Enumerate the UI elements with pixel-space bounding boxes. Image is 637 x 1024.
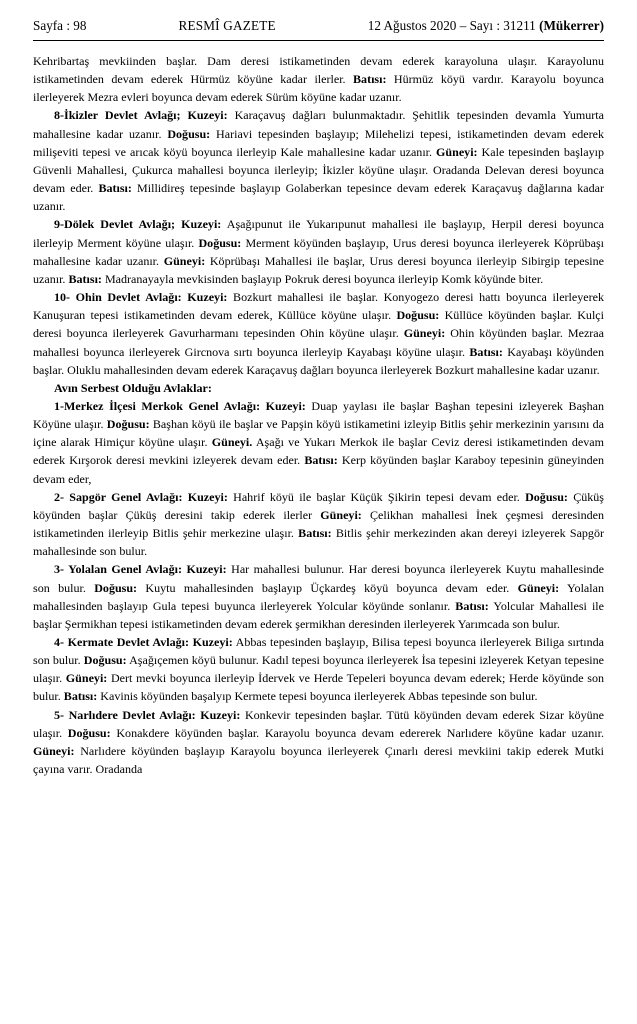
text-run: Millidireş tepesinde başlayıp Golaberkan tepesince devam ederek Karaçavuş dağlarına kadar uzanır. [33, 181, 604, 214]
text-run: Çüküş köyünden başlar Çüküş deresini takip ederek ilerler [33, 489, 604, 522]
text-run: Kavinis köyünden başalyıp Kermete tepesi boyunca ilerleyerek Abbas tepesinde son bulur. [97, 689, 538, 704]
bold-label: 5- Narlıdere Devlet Avlağı: Kuzeyi: [54, 707, 241, 722]
bold-label: Batısı: [63, 689, 98, 704]
text-run: Merment köyünden başlayıp, Urus deresi boyunca ilerleyerek Köprübaşı mahallesine kadar uzanır. [33, 235, 605, 268]
text-run: Konakdere köyünden başlar. Karayolu boyunca devam edererek Narlıdere köyüne kadar uzanır. [110, 725, 604, 740]
bold-label: 3- Yolalan Genel Avlağı: Kuzeyi: [54, 562, 227, 577]
paragraph [33, 560, 604, 633]
bold-label: Batısı: [469, 344, 503, 359]
text-run: Ohin köyünden başlar. Mezraa mahallesi boyunca ilerleyerek Gircnova sırtı boyunca ilerleyip Kayabaşı köyüne ulaşır. [33, 326, 605, 359]
section-heading [33, 379, 604, 397]
issue-extra: (Mükerrer) [539, 18, 604, 33]
text-run: Bozkurt mahallesi ile başlar. Konyogezo deresi hattı boyunca ilerleyerek Kanuşuran tepesi istikametinden devam ederek, Küllüce köyüne ulaşır. [33, 290, 605, 323]
page-header [33, 18, 604, 41]
paragraph [33, 106, 604, 215]
text-run: Har mahallesi bulunur. Har deresi boyunca ilerleyerek Kuytu mahallesinde son bulur. [33, 562, 604, 595]
bold-label: 2- Sapgör Genel Avlağı: Kuzeyi: [54, 489, 228, 504]
paragraph [33, 706, 604, 779]
bold-label: Batısı: [68, 271, 102, 286]
text-run: Konkevir tepesinden başlar. Tütü köyünden devam ederek Sizar köyüne ulaşır. [33, 707, 604, 740]
bold-label: Güneyi: [436, 144, 478, 159]
bold-label: 4- Kermate Devlet Avlağı: Kuzeyi: [54, 635, 233, 649]
text-run: Aşağıçemen köyü bulunur. Kadıl tepesi boyunca ilerleyerek İsa tepesini izleyerek Ketyan tepesine ulaşır. [33, 653, 604, 686]
bold-label: Batısı: [298, 526, 332, 541]
text-run: Kehribartaş mevkiinden başlar. Dam deresi istikametinden devam ederek karayoluna ulaşır. Karayolunu istikametinden devam ederek Hürmüz köyüne kadar ilerler. [33, 54, 604, 87]
paragraph [33, 633, 604, 706]
bold-label: Güneyi: [163, 253, 206, 268]
bold-label: Batısı: [455, 598, 489, 613]
bold-label: Güneyi: [65, 671, 108, 686]
bold-label: Güneyi: [320, 507, 362, 522]
bold-label: Doğusu: [83, 653, 127, 668]
text-run: Başhan köyü ile başlar ve Papşin köyü istikametini izleyip Bitlis şehir merkezinin yarısını da içine alarak Himiçur köyüne ulaşır. [33, 417, 604, 450]
gazette-title: RESMÎ GAZETE [178, 18, 276, 33]
text-run: Kayabaşı köyünden başlar. Oluklu mahallesinden devam ederek Karaçavuş dağları boyunca ilerleyerek Bozkurt mahallesine kadar uzanır. [33, 344, 604, 377]
bold-label: 10- Ohin Devlet Avlağı: Kuzeyi: [54, 290, 228, 305]
text-run: Çelikhan mahallesi İnek çeşmesi deresinden istikametinden ilerleyip Bitlis şehir merkezine ulaşır. [33, 507, 604, 541]
text-run: Hürmüz köyü vardır. Karayolu boyunca ilerleyerek Mezra evleri boyunca devam ederek Sürüm köyüne kadar uzanır. [33, 72, 604, 105]
text-run: Karaçavuş dağları bulunmaktadır. Şehitlik tepesinden devamla Yumurta mahallesine kadar uzanır. [33, 108, 604, 141]
document-body [33, 52, 604, 778]
bold-label: Güneyi: [403, 326, 446, 341]
text-run: Duap yaylası ile başlar Başhan tepesini izleyerek Başhan Köyüne ulaşır. [33, 398, 604, 432]
text-run: Kerp köyünden başlar Karaboy tepesinin güneyinden devam eder, [33, 453, 604, 486]
bold-label: Güneyi: [33, 743, 75, 758]
paragraph [33, 397, 604, 488]
text-run: Abbas tepesinden başlayıp, Bilisa tepesi boyunca ilerleyerek Biliga sırtında son bulur. [33, 635, 604, 668]
text-run: Köprübaşı Mahallesi ile başlar, Urus deresi boyunca ilerleyip Sibirgip tepesine uzanır. [33, 253, 604, 286]
bold-label: Doğusu: [198, 235, 242, 250]
bold-label: Doğusu: [106, 417, 150, 432]
bold-label: Batısı: [98, 181, 132, 196]
bold-label: 9-Dölek Devlet Avlağı; Kuzeyi: [54, 217, 222, 232]
issue-info [368, 18, 604, 34]
text-run: Hahrif köyü ile başlar Küçük Şikirin tepesi devam eder. [227, 489, 526, 504]
text-run: Aşağı ve Yukarı Merkok ile başlar Ceviz deresi istikametinden devam ederek Kırşorok deresi mevkini izleyerek devam eder. [33, 435, 604, 468]
text-run: Narlıdere köyünden başlayıp Karayolu boyunca ilerleyerek Çınarlı deresi mevkiini takip ederek Mutki çayına varır. Oradanda [33, 743, 604, 777]
text-run: Yolalan mahallesinden başlayıp Gula tepesi buyunca ilerleyerek Yolcular köyünde sonlanır. [33, 580, 604, 613]
text-run: Aşağıpunut ile Yukarıpunut mahallesi ile başlayıp, Herpil deresi boyunca ilerleyip Merment köyüne ulaşır. [33, 217, 604, 250]
paragraph [33, 488, 604, 561]
bold-label: Avın Serbest Olduğu Avlaklar: [54, 380, 212, 395]
bold-label: Doğusu: [525, 489, 568, 504]
issue-date-number: 12 Ağustos 2020 – Sayı : 31211 [367, 18, 536, 33]
page-number: Sayfa : 98 [33, 18, 87, 33]
bold-label: Doğusu: [94, 580, 138, 595]
text-run: Kuytu mahallesinden başlayıp Üçkardeş köyü boyunca devam eder. [137, 580, 518, 595]
text-run: Yolcular Mahallesi ile başlar Şermikhan tepesi istikametinden devam ederek şermikhan deresinden ilerleyerek Yarımcada son bulur. [33, 598, 604, 631]
bold-label: 1-Merkez İlçesi Merkok Genel Avlağı: Kuzeyi: [54, 398, 306, 413]
text-run: Hariavi tepesinden başlayıp; Milehelizi tepesi, istikametinden devam ederek milişeviti tepesi ve arıcak köyü boyunca ilerleyip Kale mahallesine kadar uzanır. [33, 126, 604, 159]
text-run: Dert mevki boyunca ilerleyip İdervek ve Herde Tepeleri boyunca devam ederek; Herde köyünde son bulur. [33, 671, 604, 704]
bold-label: Batısı: [304, 453, 338, 468]
text-run: Bitlis şehir merkezinden akan dereyi izleyerek Sapgör mahallesinde son bulur. [33, 526, 604, 559]
text-run: Küllüce köyünden başlar. Kulçi deresi boyunca ilerleyerek Gavurharmanı tepesinden Ohin köyüne ulaşır. [33, 308, 604, 341]
bold-label: 8-İkizler Devlet Avlağı; Kuzeyi: [54, 108, 228, 123]
bold-label: Doğusu: [396, 308, 440, 323]
paragraph [33, 52, 604, 106]
paragraph [33, 288, 604, 379]
bold-label: Doğusu: [167, 126, 211, 141]
text-run: Kale tepesinden başlayıp Güvenli Mahallesi, Çukurca mahallesi boyunca ilerleyip; İkizler köyüne ulaşır. Oradanda Delevan deresi boyunca devam eder. [33, 144, 604, 196]
bold-label: Doğusu: [67, 725, 111, 740]
bold-label: Güneyi. [211, 435, 253, 450]
text-run: Madranayayla mevkisinden başlayıp Pokruk deresi boyunca ilerleyip Komk köyünde biter. [101, 271, 544, 286]
bold-label: Batısı: [353, 72, 387, 87]
bold-label: Güneyi: [517, 580, 560, 595]
paragraph [33, 215, 604, 288]
